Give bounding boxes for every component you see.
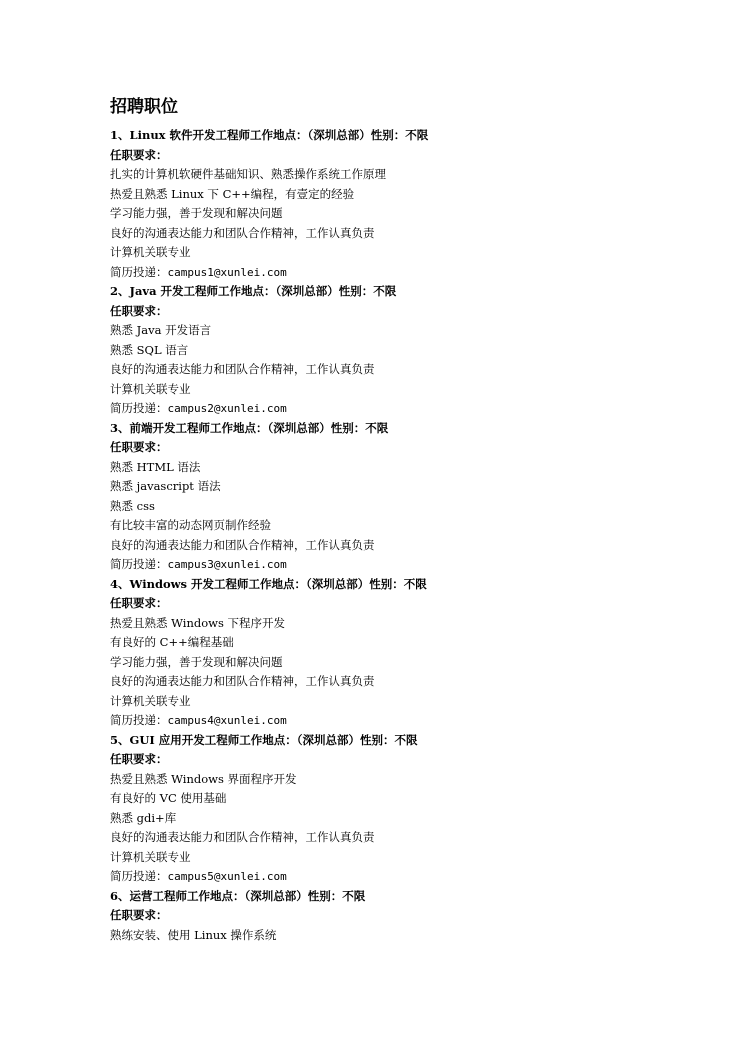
requirement-item: 热爱且熟悉 Linux 下 C++编程，有壹定的经验 — [110, 186, 355, 201]
requirement-item: 熟悉 Java 开发语言 — [110, 323, 212, 337]
resume-line — [110, 711, 710, 731]
requirements-label: 任职要求： — [110, 908, 168, 922]
page-title: 招聘职位 — [110, 97, 178, 117]
requirements-label: 任职要求： — [110, 440, 168, 454]
requirement-item: 良好的沟通表达能力和团队合作精神，工作认真负责 — [110, 830, 375, 844]
requirement-item: 良好的沟通表达能力和团队合作精神，工作认真负责 — [110, 225, 375, 240]
position-section — [110, 419, 710, 575]
resume-line — [110, 867, 710, 887]
resume-line — [110, 555, 710, 575]
resume-label: 简历投递： — [110, 264, 168, 279]
resume-email-link[interactable]: campus5@xunlei.com — [167, 870, 287, 883]
resume-label: 简历投递： — [110, 557, 168, 571]
requirements-label: 任职要求： — [110, 303, 168, 318]
resume-email-link[interactable]: campus1@xunlei.com — [167, 265, 287, 279]
requirement-item: 计算机关联专业 — [110, 381, 191, 396]
position-section — [110, 282, 710, 419]
requirement-item: 学习能力强，善于发现和解决问题 — [110, 206, 283, 220]
requirements-label: 任职要求： — [110, 752, 168, 766]
position-section — [110, 887, 710, 946]
requirement-item: 熟悉 SQL 语言 — [110, 342, 189, 357]
resume-label: 简历投递： — [110, 869, 168, 883]
requirement-item: 良好的沟通表达能力和团队合作精神，工作认真负责 — [110, 362, 375, 376]
requirement-item: 热爱且熟悉 Windows 界面程序开发 — [110, 771, 297, 786]
resume-label: 简历投递： — [110, 401, 168, 415]
position-heading: 1、Linux 软件开发工程师工作地点：（深圳总部）性别：不限 — [110, 128, 429, 142]
resume-email-link[interactable]: campus2@xunlei.com — [167, 402, 287, 415]
requirement-item: 计算机关联专业 — [110, 693, 191, 708]
position-heading: 2、Java 开发工程师工作地点：（深圳总部）性别：不限 — [110, 284, 397, 298]
position-heading: 3、前端开发工程师工作地点：（深圳总部）性别：不限 — [110, 420, 389, 435]
position-heading: 5、GUI 应用开发工程师工作地点：（深圳总部）性别：不限 — [110, 732, 418, 747]
position-section — [110, 731, 710, 887]
resume-line — [110, 263, 710, 283]
requirement-item: 有良好的 VC 使用基础 — [110, 791, 227, 805]
position-section — [110, 126, 710, 282]
requirement-item: 良好的沟通表达能力和团队合作精神，工作认真负责 — [110, 674, 375, 688]
requirements-label: 任职要求： — [110, 147, 168, 162]
requirement-item: 良好的沟通表达能力和团队合作精神，工作认真负责 — [110, 537, 375, 552]
requirement-item: 熟悉 HTML 语法 — [110, 459, 201, 474]
requirement-item: 熟悉 gdi+库 — [110, 810, 177, 825]
requirement-item: 熟练安装、使用 Linux 操作系统 — [110, 927, 277, 942]
position-heading: 4、Windows 开发工程师工作地点：（深圳总部）性别：不限 — [110, 576, 427, 591]
requirement-item: 计算机关联专业 — [110, 245, 191, 259]
resume-line — [110, 399, 710, 419]
requirement-item: 热爱且熟悉 Windows 下程序开发 — [110, 615, 286, 630]
document-page — [110, 96, 710, 945]
resume-email-link[interactable]: campus3@xunlei.com — [167, 558, 287, 571]
requirement-item: 计算机关联专业 — [110, 849, 191, 864]
resume-email-link[interactable]: campus4@xunlei.com — [167, 714, 287, 727]
requirement-item: 学习能力强，善于发现和解决问题 — [110, 654, 283, 669]
requirement-item: 有良好的 C++编程基础 — [110, 635, 234, 649]
requirements-label: 任职要求： — [110, 596, 168, 610]
position-heading: 6、运营工程师工作地点：（深圳总部）性别：不限 — [110, 888, 366, 903]
requirement-item: 扎实的计算机软硬件基础知识、熟悉操作系统工作原理 — [110, 167, 386, 181]
requirement-item: 有比较丰富的动态网页制作经验 — [110, 518, 271, 532]
requirement-item: 熟悉 javascript 语法 — [110, 479, 221, 493]
positions-list — [110, 126, 710, 945]
requirement-item: 熟悉 css — [110, 498, 155, 513]
resume-label: 简历投递： — [110, 713, 168, 727]
position-section — [110, 575, 710, 731]
